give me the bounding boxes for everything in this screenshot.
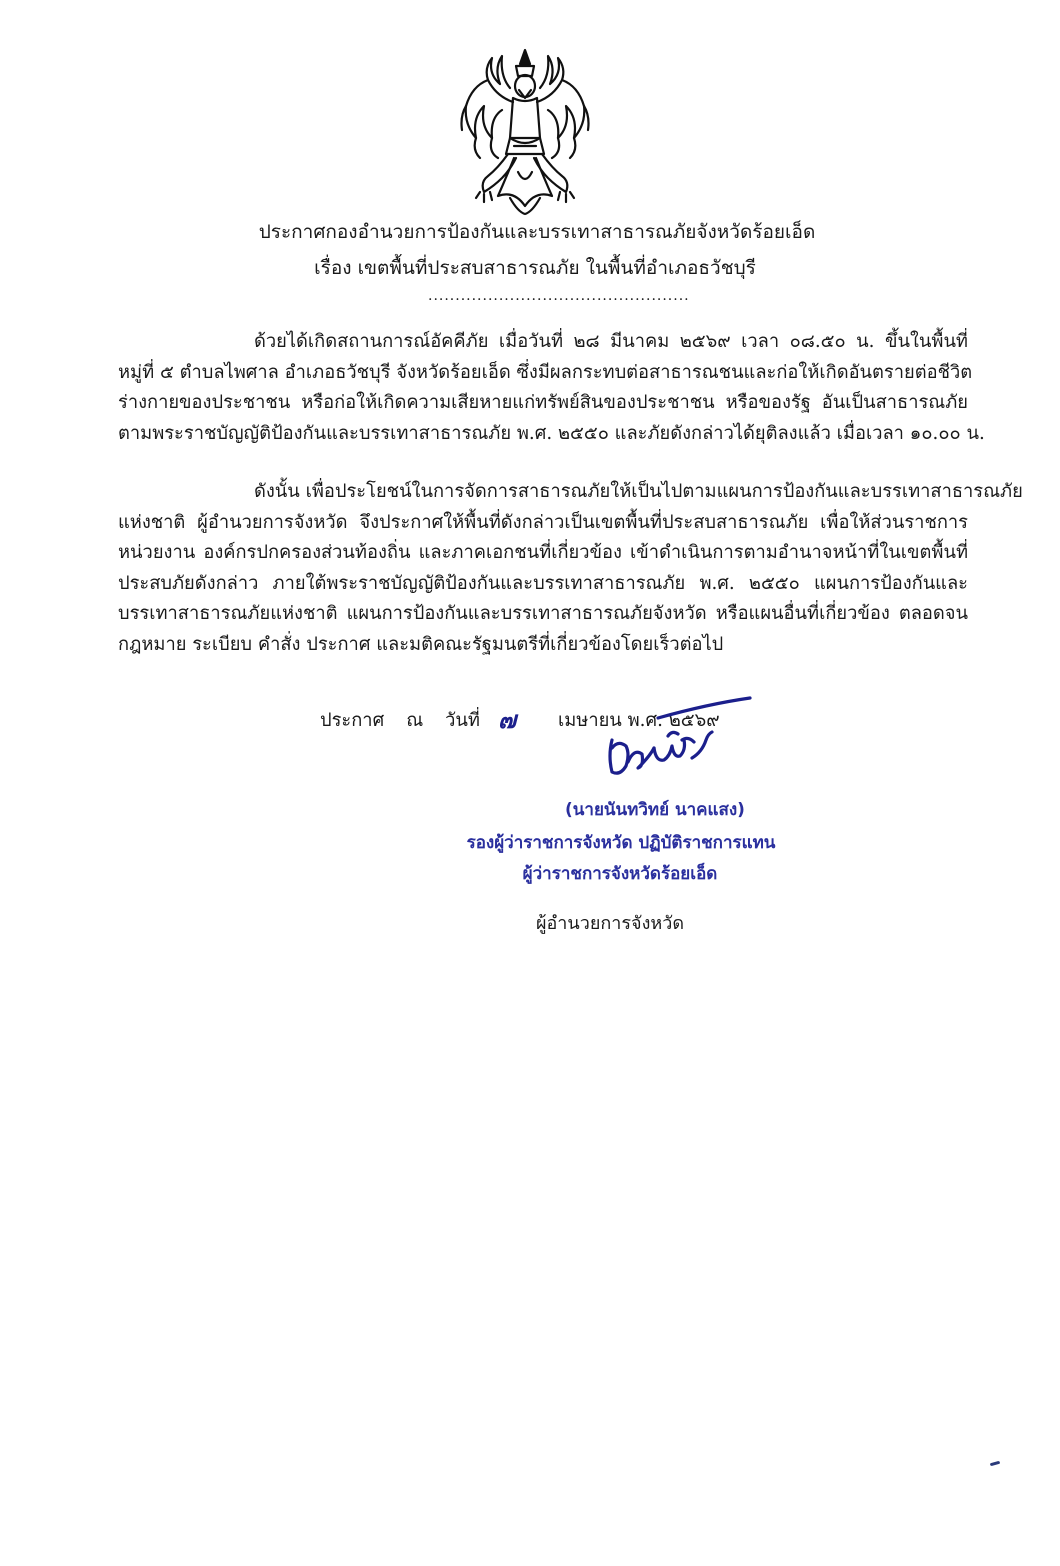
ink-mark: [990, 1461, 1000, 1466]
announcement-title: ประกาศกองอำนวยการป้องกันและบรรเทาสาธารณภัยจังหวัดร้อยเอ็ด: [258, 221, 816, 243]
issue-month-year: เมษายน พ.ศ. ๒๕๖๙: [557, 710, 720, 731]
handwritten-day: ๗: [498, 706, 517, 734]
paragraph-line: ด้วยได้เกิดสถานการณ์อัคคีภัย เมื่อวันที่ ๒๘ มีนาคม ๒๕๖๙ เวลา ๐๘.๕๐ น. ขึ้นในพื้นที่: [254, 331, 968, 352]
signatory-position-2: ผู้ว่าราชการจังหวัดร้อยเอ็ด: [522, 864, 718, 884]
signatory-role: ผู้อำนวยการจังหวัด: [535, 913, 685, 934]
body-paragraph-2: [118, 477, 1023, 661]
garuda-emblem-icon: [458, 46, 592, 216]
paragraph-line: บรรเทาสาธารณภัยแห่งชาติ แผนการป้องกันและบรรเทาสาธารณภัยจังหวัด หรือแผนอื่นที่เกี่ยวข้อง ตลอดจน: [118, 603, 968, 625]
issue-at: ณ: [406, 710, 424, 731]
paragraph-line: กฎหมาย ระเบียบ คำสั่ง ประกาศ และมติคณะรัฐมนตรีที่เกี่ยวข้องโดยเร็วต่อไป: [118, 633, 724, 655]
signatory-position-1: รองผู้ว่าราชการจังหวัด ปฏิบัติราชการแทน: [466, 833, 776, 853]
body-paragraph-1: [118, 327, 985, 449]
paragraph-line: ตามพระราชบัญญัติป้องกันและบรรเทาสาธารณภัย พ.ศ. ๒๕๕๐ และภัยดังกล่าวได้ยุติลงแล้ว เมื่อเวลา ๑๐.๐๐ น.: [118, 422, 985, 444]
issue-prefix: ประกาศ: [320, 710, 385, 731]
paragraph-line: ร่างกายของประชาชน หรือก่อให้เกิดความเสียหายแก่ทรัพย์สินของประชาชน หรือของรัฐ อันเป็นสาธารณภัย: [118, 392, 968, 414]
paragraph-line: ประสบภัยดังกล่าว ภายใต้พระราชบัญญัติป้องกันและบรรเทาสาธารณภัย พ.ศ. ๒๕๕๐ แผนการป้องกันและ: [118, 572, 968, 594]
paragraph-line: หน่วยงาน องค์กรปกครองส่วนท้องถิ่น และภาคเอกชนที่เกี่ยวข้อง เข้าดำเนินการตามอำนาจหน้าที่ในเขตพื้นที่: [118, 542, 968, 564]
issue-day-label: วันที่: [445, 710, 480, 731]
paragraph-line: แห่งชาติ ผู้อำนวยการจังหวัด จึงประกาศให้พื้นที่ดังกล่าวเป็นเขตพื้นที่ประสบสาธารณภัย เพื่อให้ส่วนราชการ: [118, 511, 968, 533]
paragraph-line: หมู่ที่ ๕ ตำบลไพศาล อำเภอธวัชบุรี จังหวัดร้อยเอ็ด ซึ่งมีผลกระทบต่อสาธารณชนและก่อให้เกิดอันตรายต่อชีวิต: [118, 361, 973, 383]
signature-icon: [598, 696, 758, 782]
paragraph-line: ดังนั้น เพื่อประโยชน์ในการจัดการสาธารณภัยให้เป็นไปตามแผนการป้องกันและบรรเทาสาธารณภัย: [254, 481, 1023, 502]
title-separator: ................................................: [428, 288, 690, 304]
announcement-subject: เรื่อง เขตพื้นที่ประสบสาธารณภัย ในพื้นที่อำเภอธวัชบุรี: [314, 257, 756, 279]
signatory-name: (นายนันทวิทย์ นาคแสง): [565, 800, 745, 820]
